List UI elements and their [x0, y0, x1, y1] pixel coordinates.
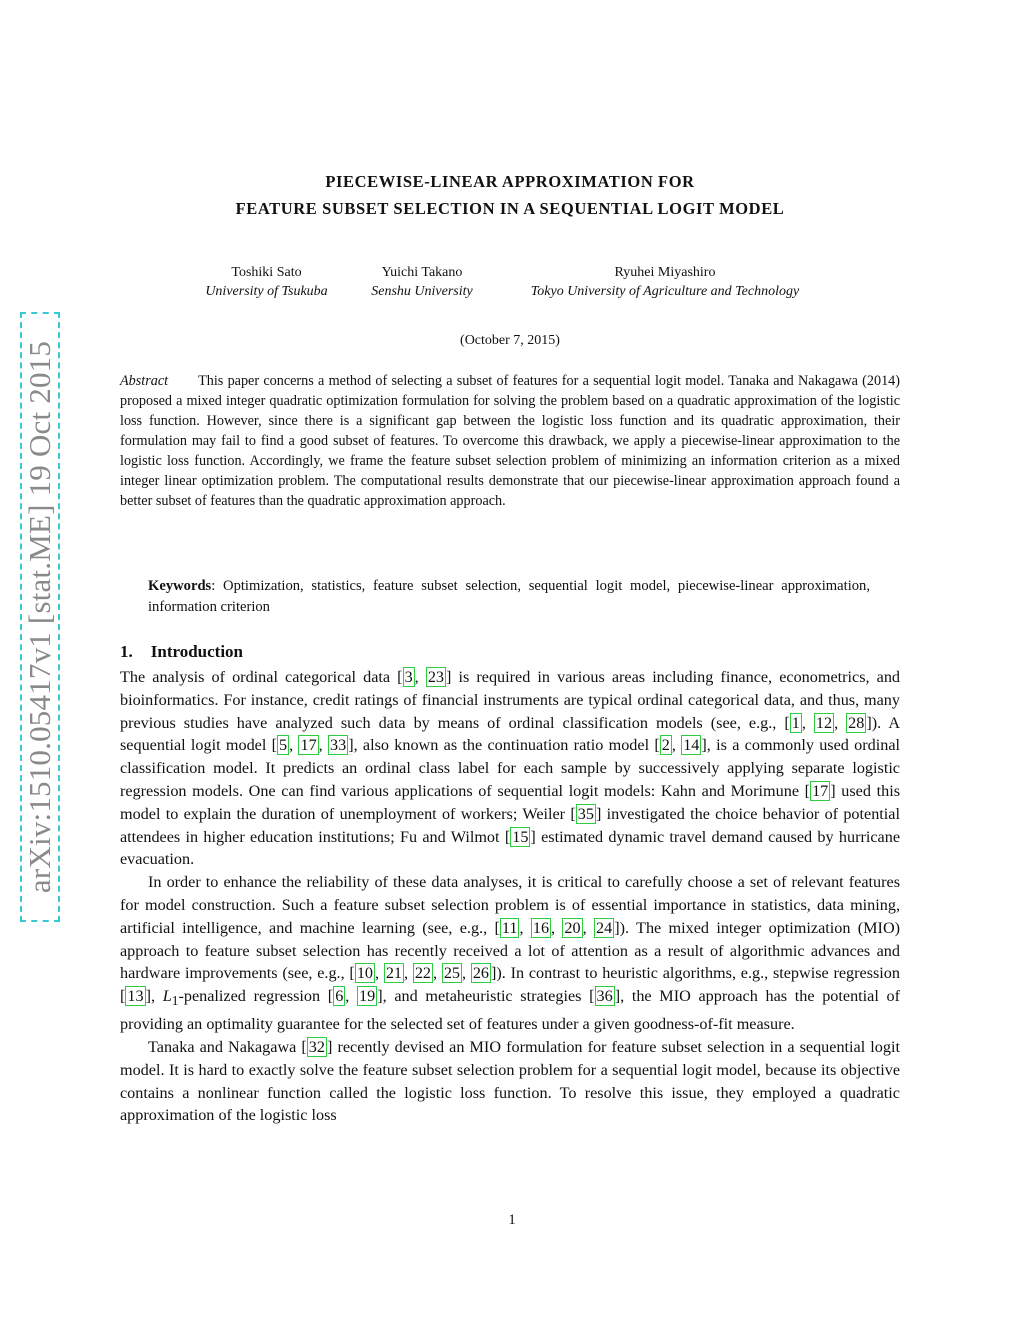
- math-subscript: 1: [171, 993, 179, 1009]
- body-text: [120, 666, 900, 1127]
- citation-link[interactable]: 24: [596, 918, 613, 937]
- citation-link[interactable]: 28: [848, 713, 865, 732]
- citation-link[interactable]: 21: [385, 964, 402, 983]
- paragraph-1: [120, 666, 900, 871]
- text-run: Tanaka and Nakagawa [: [148, 1037, 307, 1056]
- page-number: 1: [508, 1212, 516, 1228]
- text-run: ,: [375, 964, 384, 983]
- citation-link[interactable]: 17: [300, 736, 317, 755]
- author-name: Ryuhei Miyashiro: [614, 265, 716, 280]
- text-run: ], and metaheuristic strategies [: [377, 987, 595, 1006]
- text-run: ,: [671, 736, 682, 755]
- citation-link[interactable]: 16: [532, 918, 550, 937]
- author-3: [500, 263, 830, 301]
- text-run: In order to enhance the reliability of these data analyses, it is critical to carefully choose a set of relevant features for model construction. Such a feature subset selection problem is of essential importance in statistics, data mining, artificial intelligence, and machine learning (see, e.g., [: [120, 873, 900, 937]
- text-run: ,: [582, 918, 594, 937]
- citation-link[interactable]: 12: [815, 713, 833, 732]
- text-run: ], is a commonly used ordinal classification model. It predicts an ordinal class label for each sample by successively applying separate logistic regression models. One can find various applications of sequential logit models: Kahn and Morimune [: [120, 736, 901, 800]
- citation-link[interactable]: 10: [356, 964, 373, 983]
- citation-link[interactable]: 11: [501, 918, 518, 937]
- paragraph-3: [120, 1036, 900, 1127]
- keywords-label: Keywords: [148, 578, 212, 594]
- text-run: ,: [414, 668, 426, 686]
- author-affiliation: Tokyo University of Agriculture and Technology: [530, 284, 800, 299]
- text-run: ,: [801, 713, 814, 732]
- citation-link[interactable]: 36: [596, 987, 613, 1006]
- author-1: [199, 263, 334, 301]
- text-run: ,: [462, 964, 471, 983]
- citation-link[interactable]: 26: [472, 964, 489, 983]
- text-run: -penalized regression [: [178, 987, 334, 1006]
- section-number: 1.: [120, 642, 133, 661]
- citation-link[interactable]: 25: [443, 964, 460, 983]
- citation-link[interactable]: 3: [404, 668, 413, 686]
- citation-link[interactable]: 1: [791, 713, 800, 732]
- author-name: Yuichi Takano: [381, 265, 463, 280]
- text-run: ,: [834, 713, 847, 732]
- text-run: ,: [318, 736, 328, 755]
- author-affiliation: Senshu University: [371, 284, 473, 299]
- text-run: The analysis of ordinal categorical data [: [120, 668, 403, 686]
- citation-link[interactable]: 20: [564, 918, 581, 937]
- arxiv-identifier: arXiv:1510.05417v1 [stat.ME] 19 Oct 2015: [22, 340, 57, 894]
- section-heading: [120, 642, 243, 662]
- text-run: ,: [345, 987, 358, 1006]
- citation-link[interactable]: 14: [683, 736, 700, 755]
- text-run: ,: [404, 964, 413, 983]
- paragraph-2: [120, 871, 900, 1036]
- abstract-label: Abstract: [120, 373, 169, 389]
- text-run: ] used this model to explain the duration of unemployment of workers; Weiler [: [120, 781, 901, 823]
- text-run: ] estimated dynamic travel demand caused by hurricane evacuation.: [120, 827, 900, 869]
- text-run: ] recently devised an MIO formulation for feature subset selection in a sequential logit model. It is hard to exactly solve the feature subset selection problem for a sequential logit model, because its objective contains a nonlinear function called the logistic loss function. To resolve this issue, they employed a quadratic approximation of the logistic loss: [120, 1037, 900, 1125]
- citation-link[interactable]: 13: [127, 987, 144, 1006]
- citation-link[interactable]: 32: [308, 1037, 325, 1056]
- text-run: ],: [145, 987, 163, 1006]
- paper-date: (October 7, 2015): [460, 333, 560, 348]
- citation-link[interactable]: 23: [427, 668, 445, 686]
- arxiv-identifier-box: [20, 312, 60, 922]
- paper-title: [120, 168, 900, 222]
- text-run: ]). A sequential logit model [: [120, 713, 901, 755]
- citation-link[interactable]: 19: [359, 987, 376, 1006]
- citation-link[interactable]: 2: [661, 736, 670, 755]
- citation-link[interactable]: 17: [812, 781, 829, 800]
- text-run: ], the MIO approach has the potential of providing an optimality guarantee for the selected set of features under a given goodness-of-fit measure.: [120, 987, 901, 1034]
- author-2: [359, 263, 485, 301]
- text-run: ]). In contrast to heuristic algorithms, e.g., stepwise regression [: [120, 964, 900, 1006]
- title-line-1: PIECEWISE-LINEAR APPROXIMATION FOR: [325, 172, 695, 191]
- text-run: ,: [433, 964, 442, 983]
- section-title: Introduction: [150, 642, 244, 661]
- text-run: ], also known as the continuation ratio model [: [348, 736, 660, 755]
- author-name: Toshiki Sato: [231, 265, 302, 280]
- title-line-2: FEATURE SUBSET SELECTION IN A SEQUENTIAL LOGIT MODEL: [235, 199, 785, 218]
- text-run: ] is required in various areas including finance, econometrics, and bioinformatics. For instance, credit ratings of financial instruments are typical ordinal categorical data, and thus, many previous studies have analyzed such data by means of ordinal classification models (see, e.g., [: [120, 668, 901, 732]
- text-run: ] investigated the choice behavior of potential attendees in higher education institutions; Fu and Wilmot [: [120, 804, 900, 846]
- abstract-text: This paper concerns a method of selecting a subset of features for a sequential logit model. Tanaka and Nakagawa (2014) proposed a mixed integer quadratic optimization formulation for solving the problem based on a quadratic approximation of the logistic loss function. However, since there is a significant gap between the logistic loss function and its quadratic approximation, their formulation may fail to find a good subset of features. To overcome this drawback, we apply a piecewise-linear approximation to the logistic loss function. Accordingly, we frame the feature subset selection problem of minimizing an information criterion as a mixed integer linear optimization problem. The computational results demonstrate that our piecewise-linear approximation approach found a better subset of features than the quadratic approximation approach.: [120, 373, 900, 509]
- citation-link[interactable]: 33: [330, 736, 347, 755]
- text-run: ,: [289, 736, 299, 755]
- math-symbol: L: [162, 987, 172, 1006]
- keywords: [148, 576, 870, 618]
- abstract: [120, 371, 900, 511]
- citation-link[interactable]: 35: [577, 804, 594, 823]
- citation-link[interactable]: 5: [279, 736, 288, 755]
- text-run: ,: [519, 918, 531, 937]
- citation-link[interactable]: 15: [512, 827, 529, 846]
- citation-link[interactable]: 22: [414, 964, 431, 983]
- text-run: ,: [551, 918, 563, 937]
- keywords-text: : Optimization, statistics, feature subset selection, sequential logit model, piecewise-linear approximation, information criterion: [148, 578, 870, 615]
- text-run: ]). The mixed integer optimization (MIO) approach to feature subset selection has recently received a lot of attention as a result of algorithmic advances and hardware improvements (see, e.g., [: [120, 918, 901, 983]
- citation-link[interactable]: 6: [335, 987, 344, 1006]
- author-affiliation: University of Tsukuba: [205, 284, 328, 299]
